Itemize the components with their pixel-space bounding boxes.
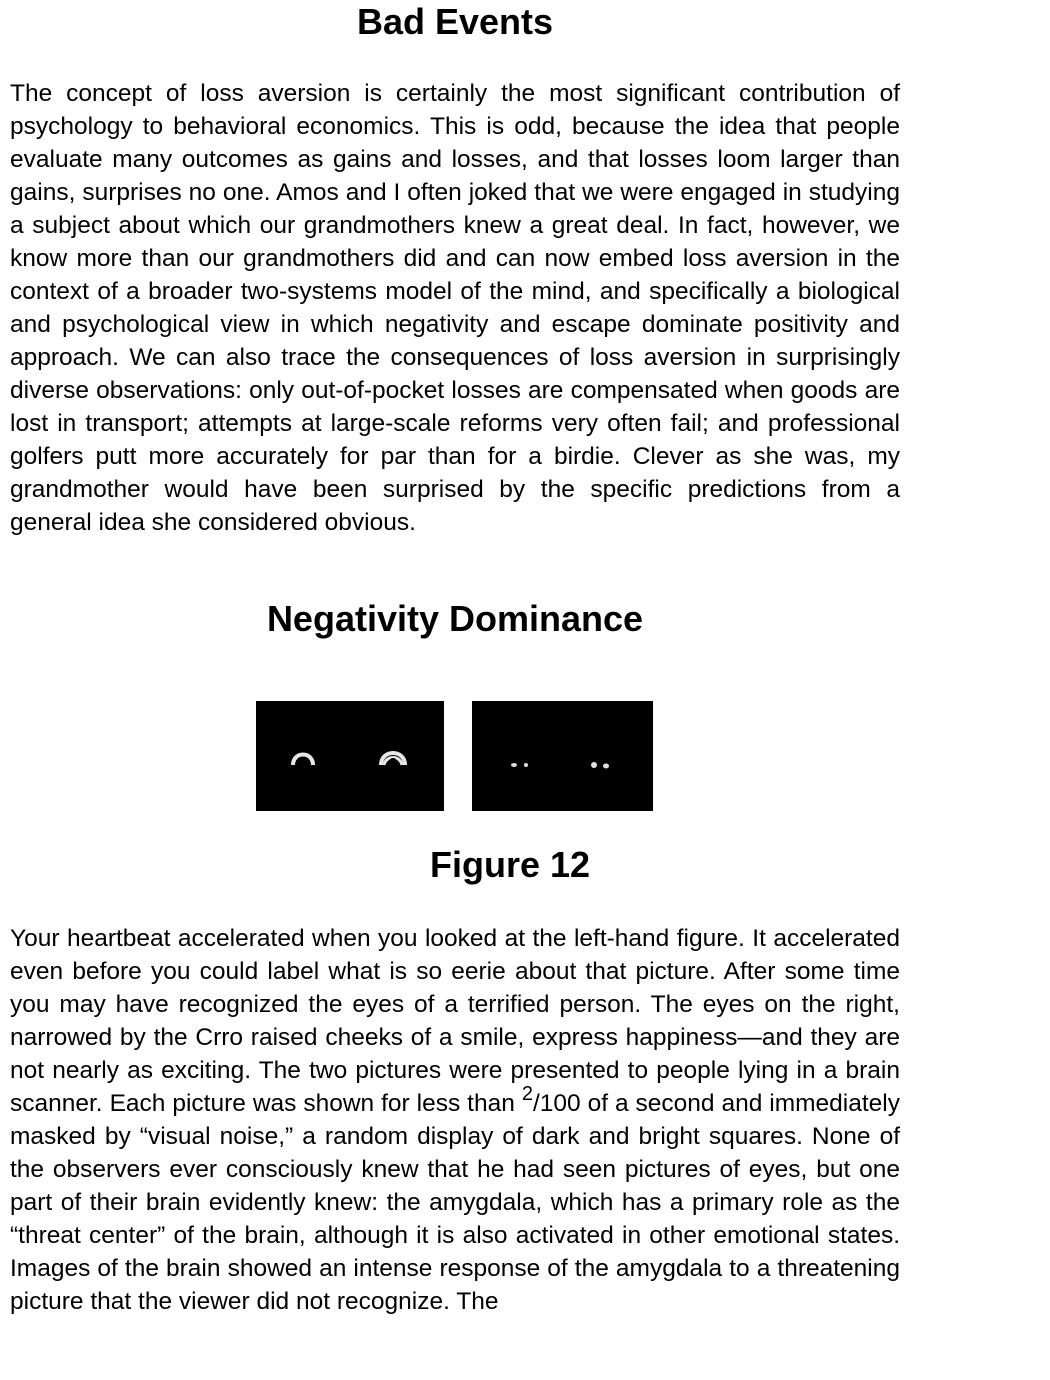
happy-eyes-icon	[472, 701, 653, 811]
paragraph-text-part1: Your heartbeat accelerated when you looked at the left-hand figure. It accelerated even before you could label what is so eerie about that picture. After some time you may have recognized the eyes of a terrified person. The eyes on the right, narrowed by the Crro raised cheeks of a smile, express happiness—and they are not nearly as exciting. The two pictures were presented to people lying in a brain scanner. Each picture was shown for less than	[10, 925, 900, 1117]
paragraph-text-part2: /100 of a second and immediately masked by “visual noise,” a random display of dark and bright squares. None of the observers ever consciously knew that he had seen pictures of eyes, but one part of their brain evidently knew: the amygdala, which has a primary role as the “threat center” of the brain, although it is also activated in other emotional states. Images of the brain showed an intense response of the amygdala to a threatening picture that the viewer did not recognize. The	[10, 1090, 900, 1315]
chapter-title: Bad Events	[356, 1, 554, 42]
fearful-eyes-image	[256, 701, 444, 811]
fraction-numerator: 2	[521, 1083, 533, 1105]
happy-eyes-image	[472, 701, 653, 811]
paragraph-negativity	[10, 922, 900, 1318]
fearful-eyes-icon	[256, 701, 444, 811]
section-title: Negativity Dominance	[266, 598, 644, 639]
figure-caption: Figure 12	[429, 844, 591, 885]
figure-eyes	[256, 701, 654, 811]
paragraph-loss-aversion: The concept of loss aversion is certainly the most significant contribution of psychology to behavioral economics. This is odd, because the idea that people evaluate many outcomes as gains and losses, and that losses loom larger than gains, surprises no one. Amos and I often joked that we were engaged in studying a subject about which our grandmothers knew a great deal. In fact, however, we know more than our grandmothers did and can now embed loss aversion in the context of a broader two-systems model of the mind, and specifically a biological and psychological view in which negativity and escape dominate positivity and approach. We can also trace the consequences of loss aversion in surprisingly diverse observations: only out-of-pocket losses are compensated when goods are lost in transport; attempts at large-scale reforms very often fail; and professional golfers putt more accurately for par than for a birdie. Clever as she was, my grandmother would have been surprised by the specific predictions from a general idea she considered obvious.	[10, 80, 900, 536]
